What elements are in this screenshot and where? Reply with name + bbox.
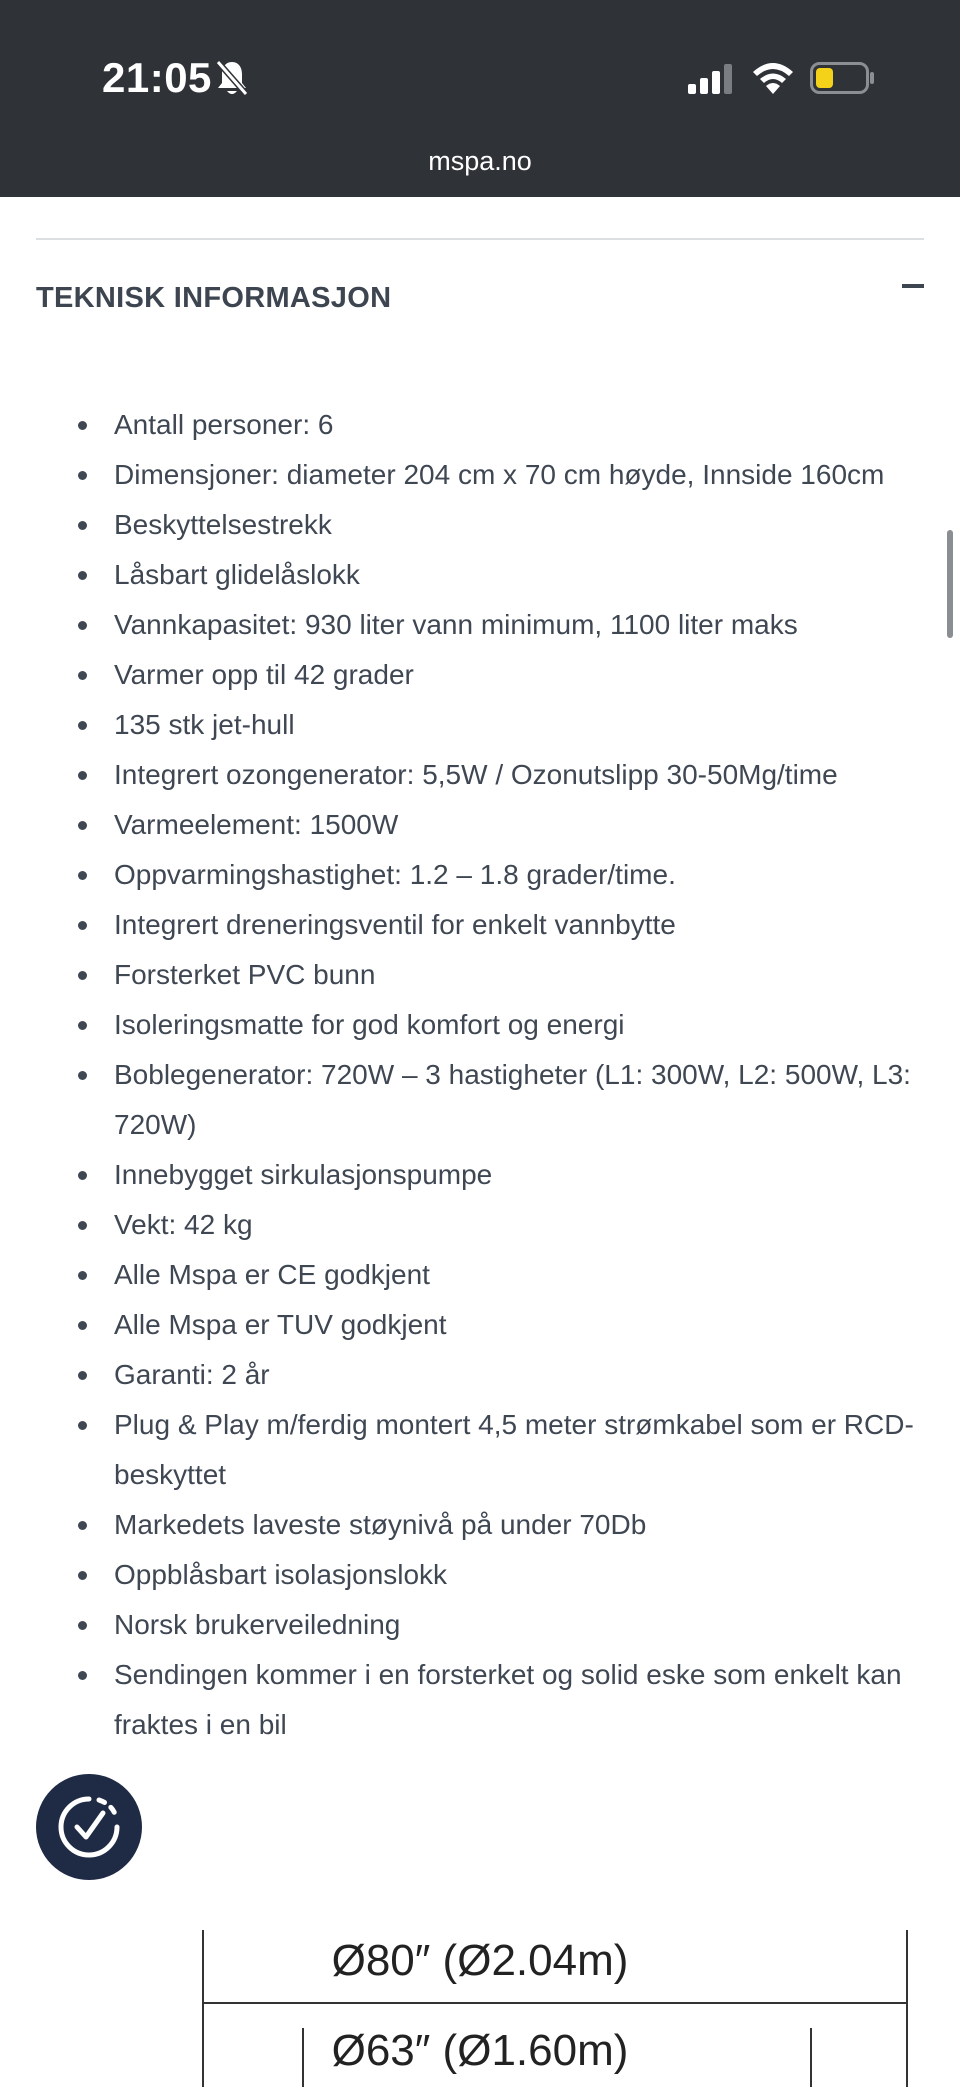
list-item: Varmer opp til 42 grader [78, 650, 924, 700]
section-divider [36, 238, 924, 240]
accessibility-check-icon [53, 1791, 125, 1863]
list-item: Integrert ozongenerator: 5,5W / Ozonutslipp 30-50Mg/time [78, 750, 924, 800]
list-item: Oppblåsbart isolasjonslokk [78, 1550, 924, 1600]
list-item: Garanti: 2 år [78, 1350, 924, 1400]
accessibility-button[interactable] [36, 1774, 142, 1880]
signal-icon [688, 64, 732, 94]
list-item: Vekt: 42 kg [78, 1200, 924, 1250]
minus-icon[interactable] [902, 284, 924, 288]
list-item: Boblegenerator: 720W – 3 hastigheter (L1: 300W, L2: 500W, L3: 720W) [78, 1050, 924, 1150]
list-item: Vannkapasitet: 930 liter vann minimum, 1100 liter maks [78, 600, 924, 650]
scrollbar[interactable] [947, 530, 953, 638]
outer-diameter-label: Ø80″ (Ø2.04m) [331, 1936, 629, 1985]
battery-icon [810, 62, 876, 94]
section-title[interactable]: TEKNISK INFORMASJON [36, 282, 392, 314]
list-item: Integrert dreneringsventil for enkelt vannbytte [78, 900, 924, 950]
list-item: Markedets laveste støynivå på under 70Db [78, 1500, 924, 1550]
list-item: Forsterket PVC bunn [78, 950, 924, 1000]
list-item: Innebygget sirkulasjonspumpe [78, 1150, 924, 1200]
inner-diameter-label: Ø63″ (Ø1.60m) [331, 2026, 629, 2075]
list-item: Isoleringsmatte for god komfort og energi [78, 1000, 924, 1050]
list-item: Dimensjoner: diameter 204 cm x 70 cm høyde, Innside 160cm [78, 450, 924, 500]
list-item: Antall personer: 6 [78, 400, 924, 450]
diagram-line [202, 2002, 908, 2004]
list-item: Norsk brukerveiledning [78, 1600, 924, 1650]
list-item: Oppvarmingshastighet: 1.2 – 1.8 grader/time. [78, 850, 924, 900]
list-item: 135 stk jet-hull [78, 700, 924, 750]
spec-list [78, 400, 924, 1750]
status-bar [0, 0, 960, 197]
list-item: Varmeelement: 1500W [78, 800, 924, 850]
list-item: Plug & Play m/ferdig montert 4,5 meter strømkabel som er RCD-beskyttet [78, 1400, 924, 1500]
list-item: Beskyttelsestrekk [78, 500, 924, 550]
list-item: Låsbart glidelåslokk [78, 550, 924, 600]
list-item: Alle Mspa er CE godkjent [78, 1250, 924, 1300]
clock: 21:05 [102, 54, 212, 101]
page-url[interactable]: mspa.no [428, 146, 532, 176]
bell-slash-icon [214, 58, 250, 98]
list-item: Alle Mspa er TUV godkjent [78, 1300, 924, 1350]
dimension-diagram [0, 1930, 960, 2087]
list-item: Sendingen kommer i en forsterket og solid eske som enkelt kan fraktes i en bil [78, 1650, 924, 1750]
wifi-icon [751, 60, 795, 94]
